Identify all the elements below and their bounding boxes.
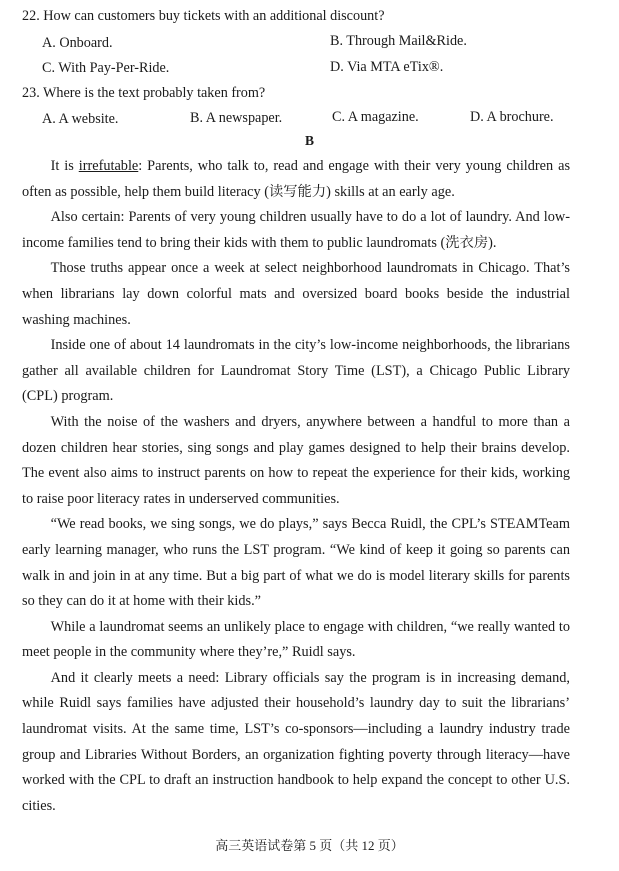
question-23-option-a: A. A website.	[42, 111, 119, 127]
question-22-option-a: A. Onboard.	[42, 35, 113, 51]
page-footer: 高三英语试卷第 5 页（共 12 页）	[215, 838, 404, 853]
question-23-option-b: B. A newspaper.	[190, 110, 283, 126]
paragraph-4: Inside one of about 14 laundromats in the city’s low-income neighborhoods, the librarians gather all available children for Laundromat Story Time (LST), a Chicago Public Library (CPL) program.	[22, 337, 570, 405]
paragraph-6: “We read books, we sing songs, we do plays,” says Becca Ruidl, the CPL’s STEAMTeam early learning manager, who runs the LST program. “We kind of keep it going so parents can walk in and join in at any time. But a big part of what we do is model literary skills for parents so they can do it at home with their kids.”	[22, 516, 570, 610]
paragraph-1-post: : Parents, who talk to, read and engage with their very young children as often as possible, help them build literacy (读写能力) skills at an early age.	[22, 158, 571, 200]
paragraph-8: And it clearly meets a need: Library officials say the program is in increasing demand, while Ruidl says families have adjusted their household’s laundry day to suit the librarians’ laundromat visits. At the same time, LST’s co-sponsors—including a laundry industry trade group and Libraries Without Borders, an organization fighting poverty through literacy—have worked with the CPL to draft an instruction handbook to help expand the concept to other U.S. cities.	[22, 669, 570, 814]
paragraph-1	[22, 154, 570, 205]
section-heading: B	[304, 133, 314, 148]
reading-passage	[22, 154, 570, 819]
paragraph-7: While a laundromat seems an unlikely place to engage with children, “we really wanted to meet people in the community where they’re,” Ruidl says.	[22, 618, 570, 661]
paragraph-5: With the noise of the washers and dryers, anywhere between a handful to more than a dozen children hear stories, sing songs and play games designed to help their brains develop. The event also aims to instruct parents on how to repeat the experience for their kids, working to raise poor literacy rates in underserved communities.	[22, 413, 570, 507]
question-22-option-b: B. Through Mail&Ride.	[330, 33, 467, 49]
question-23-stem: 23. Where is the text probably taken from?	[22, 85, 266, 101]
question-23-option-d: D. A brochure.	[470, 109, 554, 125]
question-23-option-c: C. A magazine.	[332, 109, 419, 125]
paragraph-1-pre: It is	[50, 158, 79, 174]
underlined-word: irrefutable	[78, 158, 139, 174]
paragraph-2: Also certain: Parents of very young children usually have to do a lot of laundry. And low-income families tend to bring their kids with them to public laundromats (洗衣房).	[22, 209, 570, 251]
question-22-stem: 22. How can customers buy tickets with an additional discount?	[22, 8, 385, 24]
question-22-option-c: C. With Pay-Per-Ride.	[42, 60, 170, 76]
question-22-option-d: D. Via MTA eTix®.	[330, 59, 444, 75]
paragraph-3: Those truths appear once a week at select neighborhood laundromats in Chicago. That’s when librarians lay down colorful mats and oversized board books beside the industrial washing machines.	[22, 260, 570, 328]
